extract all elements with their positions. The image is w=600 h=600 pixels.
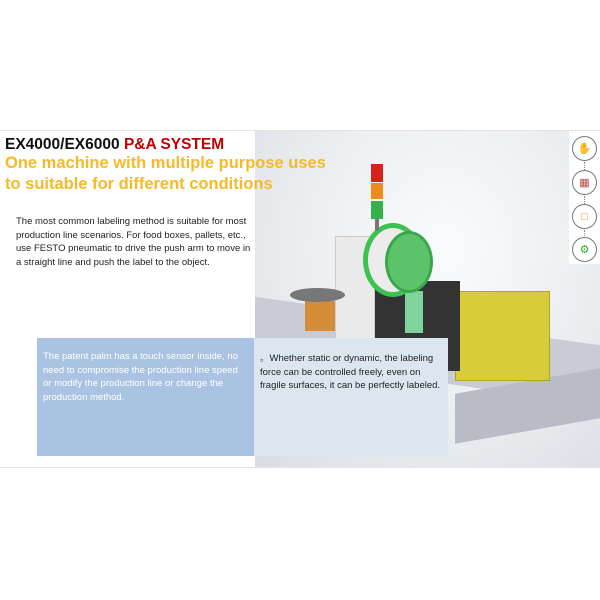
boxes-icon[interactable]: ▦	[572, 170, 597, 195]
yellow-box	[455, 291, 550, 381]
subtitle-line-1: One machine with multiple purpose uses	[5, 154, 326, 172]
slide	[0, 130, 600, 468]
model-name: EX4000/EX6000	[5, 136, 120, 153]
laptop-icon[interactable]: □	[572, 204, 597, 229]
stack-light-red	[371, 164, 383, 182]
hand-box-icon[interactable]: ✋	[572, 136, 597, 161]
reel-wheel	[385, 231, 433, 293]
connector	[584, 162, 585, 170]
labeling-force-box: 。Whether static or dynamic, the labeling force can be controlled freely, even on fragile surfaces, it can be perfectly labeled.	[254, 338, 448, 456]
system-name: P&A SYSTEM	[123, 136, 225, 153]
intro-text: The most common labeling method is suitable for most production line scenarios. For food boxes, pallets, etc., use FESTO pneumatic to drive the push arm to move in a straight line and push the label to the object.	[16, 216, 251, 268]
orange-block	[305, 301, 335, 331]
sensor-window	[405, 291, 423, 333]
hand-wheel	[290, 288, 345, 302]
touch-sensor-box: The patent palm has a touch sensor inside, no need to compromise the production line speed or modify the production line or change the production method.	[37, 338, 254, 456]
subtitle-line-2: to suitable for different conditions	[5, 175, 273, 193]
stack-light-green	[371, 201, 383, 219]
stack-light-orange	[371, 183, 383, 199]
connector	[584, 196, 585, 204]
gears-icon[interactable]: ⚙	[572, 237, 597, 262]
page-title	[5, 136, 224, 154]
stack-light-pole	[375, 219, 379, 231]
icon-column	[569, 131, 600, 264]
subtitle	[5, 153, 365, 195]
